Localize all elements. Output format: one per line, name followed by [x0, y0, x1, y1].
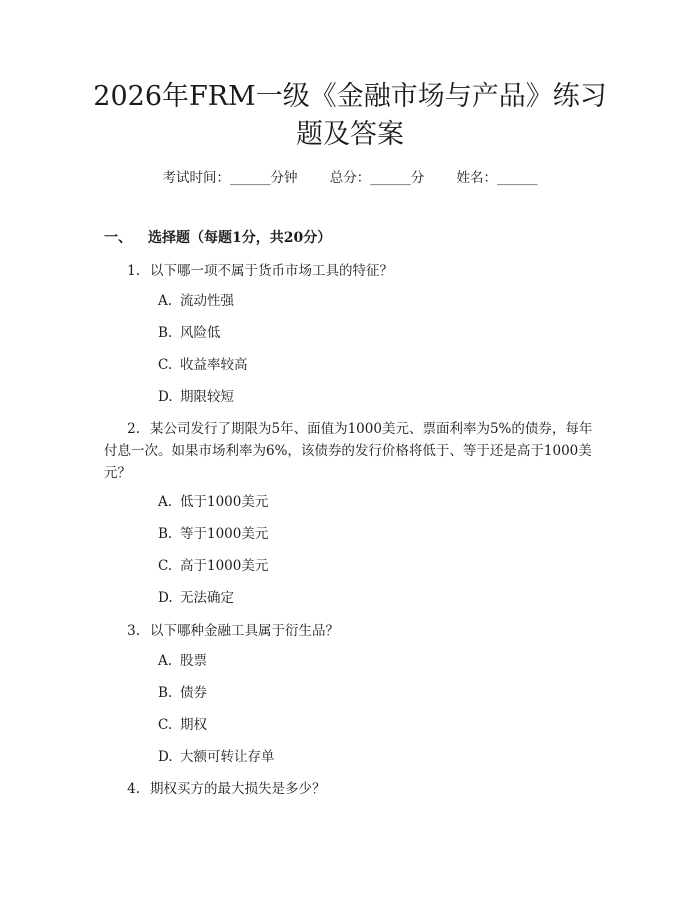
option-text: 债券 — [180, 685, 207, 701]
option — [158, 651, 207, 671]
total-score: 总分：______分 — [329, 170, 425, 186]
question-text: 期权买方的最大损失是多少？ — [150, 781, 326, 797]
option-letter: A. — [158, 494, 173, 510]
option — [158, 387, 234, 407]
question-3 — [104, 620, 596, 642]
document-title: 2026年FRM一级《金融市场与产品》练习题及答案 — [93, 81, 607, 150]
option-text: 期限较短 — [180, 389, 234, 405]
option-text: 无法确定 — [180, 590, 234, 606]
question-number: 2. — [127, 421, 140, 437]
option-text: 等于1000美元 — [180, 526, 269, 542]
question-number: 4. — [127, 781, 140, 797]
exam-time: 考试时间：______分钟 — [162, 170, 298, 186]
option-text: 低于1000美元 — [180, 494, 269, 510]
student-name: 姓名：______ — [456, 170, 538, 186]
option — [158, 747, 275, 767]
option — [158, 715, 207, 735]
question-number: 3. — [127, 623, 140, 639]
option — [158, 524, 268, 544]
question-4 — [104, 778, 596, 800]
option-letter: B. — [158, 325, 173, 341]
option — [158, 492, 268, 512]
section-title: 选择题（每题1分，共20分） — [148, 230, 332, 246]
option — [158, 291, 234, 311]
option-letter: A. — [158, 293, 173, 309]
option-letter: C. — [158, 357, 173, 373]
section-number: 一、 — [104, 230, 132, 246]
option-letter: C. — [158, 558, 173, 574]
option-letter: B. — [158, 685, 173, 701]
section-heading — [104, 228, 331, 248]
option-letter: D. — [158, 389, 173, 405]
exam-meta — [0, 168, 700, 188]
option-text: 期权 — [180, 717, 207, 733]
option-letter: C. — [158, 717, 173, 733]
option — [158, 683, 207, 703]
option-text: 高于1000美元 — [180, 558, 269, 574]
option-text: 大额可转让存单 — [180, 749, 275, 765]
option — [158, 588, 234, 608]
option — [158, 355, 248, 375]
question-number: 1. — [127, 263, 140, 279]
option-text: 收益率较高 — [180, 357, 248, 373]
option — [158, 556, 268, 576]
option-text: 股票 — [180, 653, 207, 669]
question-2 — [104, 418, 596, 484]
option-letter: B. — [158, 526, 173, 542]
option-letter: D. — [158, 749, 173, 765]
option-letter: D. — [158, 590, 173, 606]
option-text: 流动性强 — [180, 293, 234, 309]
question-text: 某公司发行了期限为5年、面值为1000美元、票面利率为5%的债券，每年付息一次。如果市场利率为6%，该债券的发行价格将低于、等于还是高于1000美元？ — [104, 421, 593, 481]
question-1 — [104, 260, 596, 282]
question-text: 以下哪种金融工具属于衍生品？ — [150, 623, 339, 639]
question-text: 以下哪一项不属于货币市场工具的特征？ — [150, 263, 393, 279]
option-letter: A. — [158, 653, 173, 669]
option-text: 风险低 — [180, 325, 221, 341]
option — [158, 323, 221, 343]
